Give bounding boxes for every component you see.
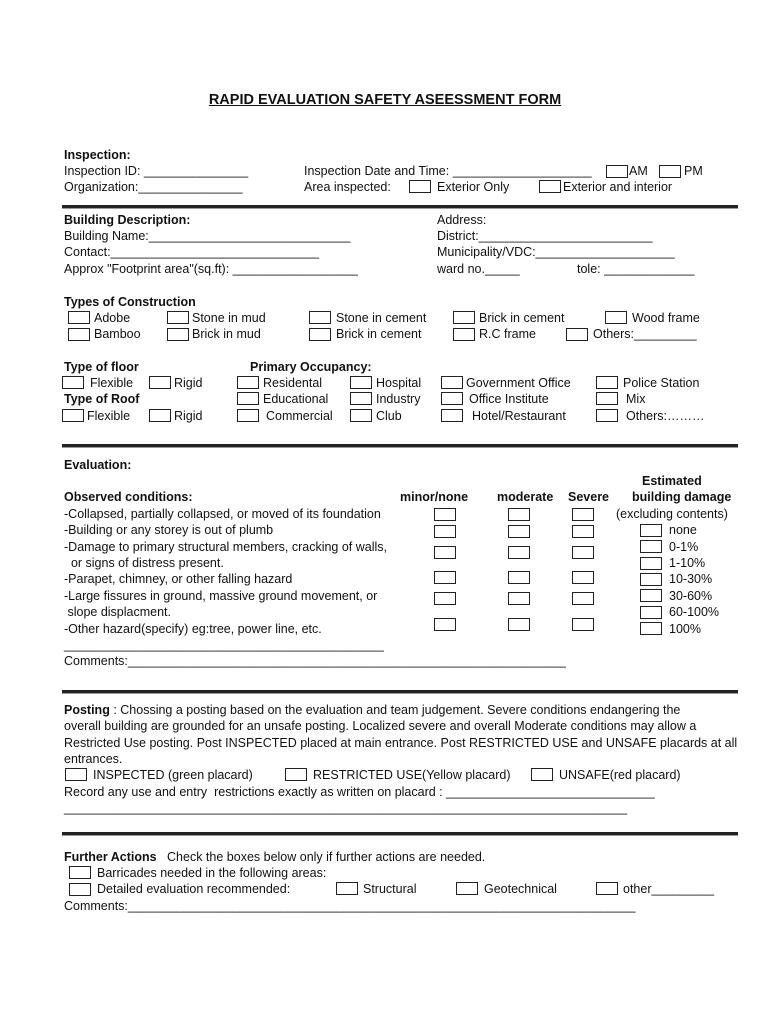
bamboo-label: Bamboo xyxy=(94,327,141,341)
parapet-moderate-checkbox[interactable] xyxy=(508,571,530,584)
brick-mud-checkbox[interactable] xyxy=(167,328,189,341)
posting-paragraph-line4: entrances. xyxy=(64,752,123,766)
rc-frame-checkbox[interactable] xyxy=(453,328,475,341)
educational-checkbox[interactable] xyxy=(237,392,259,405)
roof-flexible-label: Flexible xyxy=(87,409,131,423)
damage-30-60-checkbox[interactable] xyxy=(640,589,662,602)
damage-level-label: 1-10% xyxy=(669,556,706,570)
contact-field[interactable]: Contact:______________________________ xyxy=(64,245,320,259)
government-office-label: Government Office xyxy=(466,376,571,390)
damage-1-10-checkbox[interactable] xyxy=(640,557,662,570)
parapet-minor-checkbox[interactable] xyxy=(434,571,456,584)
area-inspected-label: Area inspected: xyxy=(304,180,391,194)
posting-text: : Chossing a posting based on the evaluation and team judgement. Severe conditions endangering the xyxy=(109,703,681,717)
residental-checkbox[interactable] xyxy=(237,376,259,389)
brick-cement-checkbox[interactable] xyxy=(309,328,331,341)
detailed-evaluation-label: Detailed evaluation recommended: xyxy=(97,882,291,896)
exterior-only-checkbox[interactable] xyxy=(409,180,431,193)
collapsed-moderate-checkbox[interactable] xyxy=(508,508,530,521)
floor-heading: Type of floor xyxy=(64,360,139,374)
restricted-use-label: RESTRICTED USE(Yellow placard) xyxy=(313,768,511,782)
organization-field[interactable]: Organization:_______________ xyxy=(64,180,243,194)
inspection-id-field[interactable]: Inspection ID: _______________ xyxy=(64,164,249,178)
severe-header: Severe xyxy=(568,490,610,504)
fissures-severe-checkbox[interactable] xyxy=(572,592,594,605)
condition-other: -Other hazard(specify) eg:tree, power line, etc. xyxy=(64,622,322,636)
damage-0-1-checkbox[interactable] xyxy=(640,540,662,553)
occupancy-others-checkbox[interactable] xyxy=(596,409,618,422)
damage-level-label: 30-60% xyxy=(669,589,713,603)
further-actions-label: Further Actions xyxy=(64,850,157,864)
mix-label: Mix xyxy=(626,392,646,406)
roof-heading: Type of Roof xyxy=(64,392,140,406)
government-office-checkbox[interactable] xyxy=(441,376,463,389)
observed-conditions-heading: Observed conditions: xyxy=(64,490,193,504)
residental-label: Residental xyxy=(263,376,323,390)
parapet-severe-checkbox[interactable] xyxy=(572,571,594,584)
section-divider xyxy=(62,832,738,836)
section-divider xyxy=(62,444,738,448)
inspection-heading: Inspection: xyxy=(64,148,131,162)
inspection-date-field[interactable]: Inspection Date and Time: ____________________ xyxy=(304,164,592,178)
tole-field[interactable]: tole: _____________ xyxy=(577,262,695,276)
office-institute-label: Office Institute xyxy=(469,392,549,406)
brick-cement-2-checkbox[interactable] xyxy=(453,311,475,324)
building-damage-header: building damage xyxy=(632,490,732,504)
damage-10-30-checkbox[interactable] xyxy=(640,573,662,586)
commercial-checkbox[interactable] xyxy=(237,409,259,422)
plumb-moderate-checkbox[interactable] xyxy=(508,525,530,538)
roof-rigid-label: Rigid xyxy=(174,409,203,423)
other-hazard-field[interactable]: ______________________________________________ xyxy=(64,638,384,652)
condition-collapsed: -Collapsed, partially collapsed, or moved of its foundation xyxy=(64,507,381,521)
roof-rigid-checkbox[interactable] xyxy=(149,409,171,422)
condition-damage: -Damage to primary structural members, cracking of walls, xyxy=(64,540,388,554)
evaluation-comments-field[interactable]: Comments:_______________________________________________________________ xyxy=(64,654,566,668)
rc-frame-label: R.C frame xyxy=(479,327,536,341)
restrictions-record-line2[interactable]: _________________________________________________________________________________ xyxy=(64,801,628,815)
evaluation-heading: Evaluation: xyxy=(64,458,132,472)
section-divider xyxy=(62,690,738,694)
unsafe-label: UNSAFE(red placard) xyxy=(559,768,681,782)
commercial-label: Commercial xyxy=(266,409,333,423)
fissures-moderate-checkbox[interactable] xyxy=(508,592,530,605)
municipality-field[interactable]: Municipality/VDC:____________________ xyxy=(437,245,675,259)
floor-rigid-label: Rigid xyxy=(174,376,203,390)
stone-mud-label: Stone in mud xyxy=(192,311,266,325)
section-divider xyxy=(62,205,738,209)
restrictions-record-field[interactable]: Record any use and entry restrictions exactly as written on placard : ______________________________ xyxy=(64,785,655,799)
damage-level-label: 100% xyxy=(669,622,701,636)
brick-cement-2-label: Brick in cement xyxy=(479,311,565,325)
structural-checkbox[interactable] xyxy=(336,882,358,895)
damage-severe-checkbox[interactable] xyxy=(572,546,594,559)
further-actions-line xyxy=(64,849,485,865)
estimated-header: Estimated xyxy=(642,474,702,488)
construction-heading: Types of Construction xyxy=(64,295,196,309)
exterior-interior-label: Exterior and interior xyxy=(563,180,673,194)
damage-level-label: 0-1% xyxy=(669,540,699,554)
moderate-header: moderate xyxy=(497,490,554,504)
club-label: Club xyxy=(376,409,402,423)
other-severe-checkbox[interactable] xyxy=(572,618,594,631)
roof-flexible-checkbox[interactable] xyxy=(62,409,84,422)
other-action-field[interactable]: other_________ xyxy=(623,882,715,896)
occupancy-heading: Primary Occupancy: xyxy=(250,360,372,374)
hospital-label: Hospital xyxy=(376,376,422,390)
adobe-checkbox[interactable] xyxy=(68,311,90,324)
ward-field[interactable]: ward no._____ xyxy=(437,262,520,276)
construction-others-checkbox[interactable] xyxy=(566,328,588,341)
barricades-label: Barricades needed in the following areas: xyxy=(97,866,327,880)
am-label: AM xyxy=(629,164,648,178)
industry-label: Industry xyxy=(376,392,421,406)
inspected-label: INSPECTED (green placard) xyxy=(93,768,253,782)
excluding-contents-note: (excluding contents) xyxy=(616,507,728,521)
exterior-interior-checkbox[interactable] xyxy=(539,180,561,193)
bamboo-checkbox[interactable] xyxy=(68,328,90,341)
mix-checkbox[interactable] xyxy=(596,392,618,405)
floor-flexible-checkbox[interactable] xyxy=(62,376,84,389)
exterior-only-label: Exterior Only xyxy=(437,180,510,194)
further-actions-desc: Check the boxes below only if further actions are needed. xyxy=(167,850,486,864)
condition-fissures: -Large fissures in ground, massive ground movement, or xyxy=(64,589,378,603)
condition-plumb: -Building or any storey is out of plumb xyxy=(64,523,274,537)
hospital-checkbox[interactable] xyxy=(350,376,372,389)
wood-frame-checkbox[interactable] xyxy=(605,311,627,324)
posting-paragraph-line2: overall building are grounded for an unsafe posting. Localized severe and overall Moderate conditions may allow a xyxy=(64,719,697,733)
inspected-checkbox[interactable] xyxy=(65,768,87,781)
detailed-evaluation-checkbox[interactable] xyxy=(69,883,91,896)
plumb-minor-checkbox[interactable] xyxy=(434,525,456,538)
condition-fissures-cont: slope displacment. xyxy=(64,605,172,619)
am-checkbox[interactable] xyxy=(606,165,628,178)
damage-level-label: none xyxy=(669,523,697,537)
geotechnical-checkbox[interactable] xyxy=(456,882,478,895)
stone-mud-checkbox[interactable] xyxy=(167,311,189,324)
condition-parapet: -Parapet, chimney, or other falling hazard xyxy=(64,572,293,586)
pm-label: PM xyxy=(684,164,703,178)
other-action-checkbox[interactable] xyxy=(596,882,618,895)
further-comments-field[interactable]: Comments:_________________________________________________________________________ xyxy=(64,899,636,913)
brick-cement-label: Brick in cement xyxy=(336,327,422,341)
collapsed-severe-checkbox[interactable] xyxy=(572,508,594,521)
form-title: RAPID EVALUATION SAFETY ASEESSMENT FORM xyxy=(208,92,562,108)
address-label: Address: xyxy=(437,213,487,227)
adobe-label: Adobe xyxy=(94,311,131,325)
condition-damage-cont: or signs of distress present. xyxy=(64,556,224,570)
unsafe-checkbox[interactable] xyxy=(531,768,553,781)
posting-label: Posting xyxy=(64,703,110,717)
police-station-label: Police Station xyxy=(623,376,700,390)
wood-frame-label: Wood frame xyxy=(632,311,700,325)
brick-mud-label: Brick in mud xyxy=(192,327,261,341)
restricted-use-checkbox[interactable] xyxy=(285,768,307,781)
floor-flexible-label: Flexible xyxy=(90,376,134,390)
occupancy-others-field[interactable]: Others:……… xyxy=(626,409,705,423)
damage-level-label: 60-100% xyxy=(669,605,720,619)
barricades-checkbox[interactable] xyxy=(69,866,91,879)
damage-100-checkbox[interactable] xyxy=(640,622,662,635)
pm-checkbox[interactable] xyxy=(659,165,681,178)
building-name-field[interactable]: Building Name:_____________________________ xyxy=(64,229,351,243)
police-station-checkbox[interactable] xyxy=(596,376,618,389)
hotel-checkbox[interactable] xyxy=(441,409,463,422)
posting-paragraph-line3: Restricted Use posting. Post INSPECTED placed at main entrance. Post RESTRICTED USE and UNSAFE placards at all xyxy=(64,736,738,750)
fissures-minor-checkbox[interactable] xyxy=(434,592,456,605)
district-field[interactable]: District:_________________________ xyxy=(437,229,653,243)
other-minor-checkbox[interactable] xyxy=(434,618,456,631)
office-institute-checkbox[interactable] xyxy=(441,392,463,405)
construction-others-field[interactable]: Others:_________ xyxy=(593,327,697,341)
building-heading: Building Description: xyxy=(64,213,191,227)
geotechnical-label: Geotechnical xyxy=(484,882,557,896)
other-moderate-checkbox[interactable] xyxy=(508,618,530,631)
damage-none-checkbox[interactable] xyxy=(640,524,662,537)
plumb-severe-checkbox[interactable] xyxy=(572,525,594,538)
damage-minor-checkbox[interactable] xyxy=(434,546,456,559)
damage-level-label: 10-30% xyxy=(669,572,713,586)
posting-paragraph-line1 xyxy=(64,702,680,718)
industry-checkbox[interactable] xyxy=(350,392,372,405)
club-checkbox[interactable] xyxy=(350,409,372,422)
minor-none-header: minor/none xyxy=(400,490,469,504)
damage-moderate-checkbox[interactable] xyxy=(508,546,530,559)
damage-60-100-checkbox[interactable] xyxy=(640,606,662,619)
footprint-field[interactable]: Approx "Footprint area"(sq.ft): __________________ xyxy=(64,262,358,276)
collapsed-minor-checkbox[interactable] xyxy=(434,508,456,521)
stone-cement-label: Stone in cement xyxy=(336,311,427,325)
hotel-label: Hotel/Restaurant xyxy=(472,409,566,423)
floor-rigid-checkbox[interactable] xyxy=(149,376,171,389)
structural-label: Structural xyxy=(363,882,417,896)
stone-cement-checkbox[interactable] xyxy=(309,311,331,324)
educational-label: Educational xyxy=(263,392,329,406)
